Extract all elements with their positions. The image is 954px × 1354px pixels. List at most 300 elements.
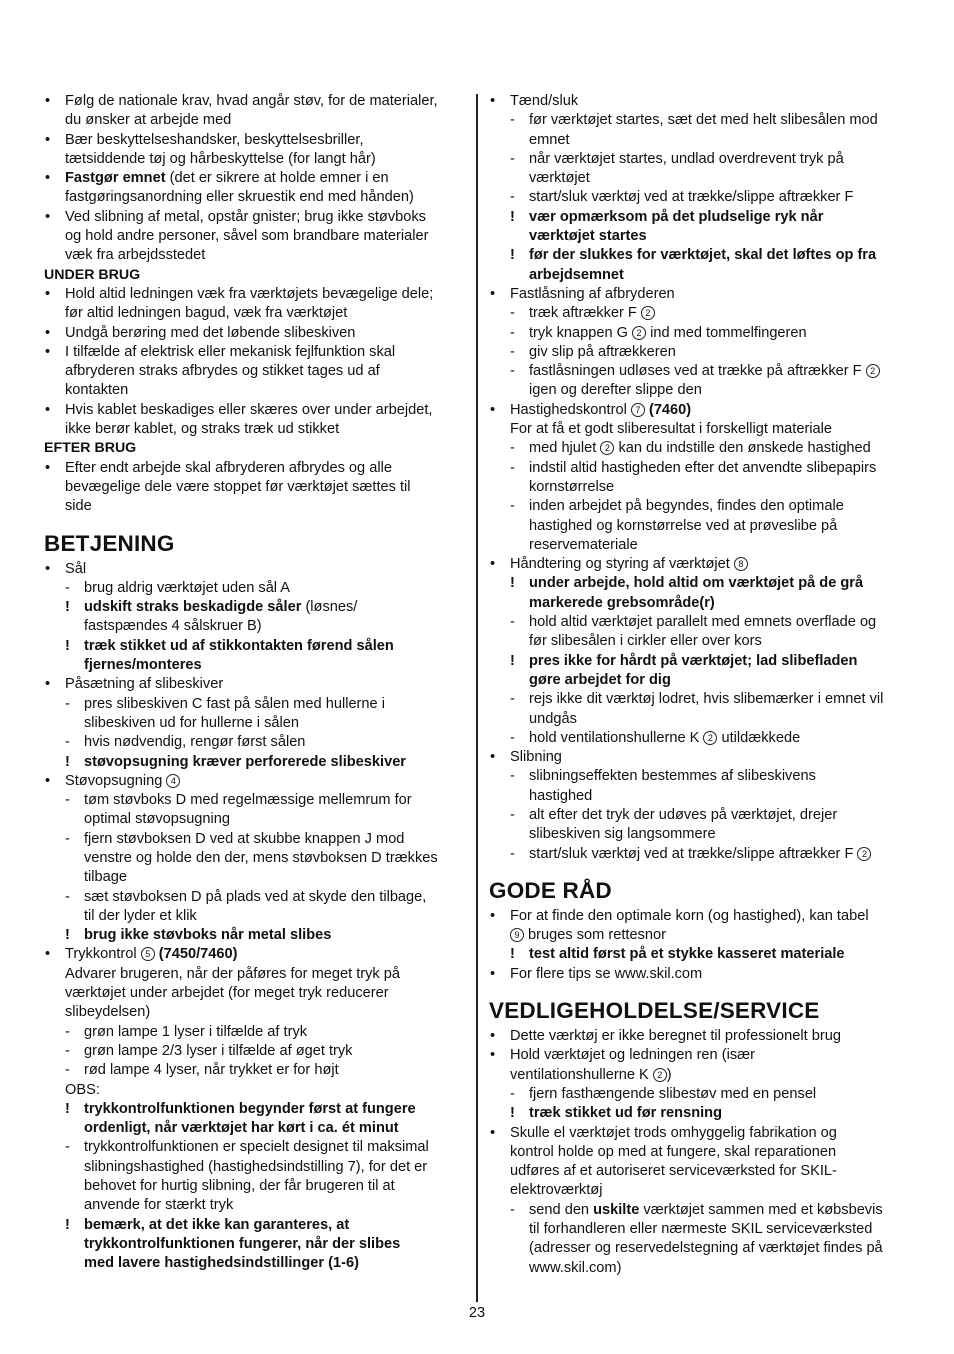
bullet-item [489, 285, 913, 304]
continuation-line [44, 150, 466, 169]
continuation-line [489, 420, 913, 439]
item-text: trykkontrolfunktionen er specielt designet til maksimal [84, 1139, 429, 1156]
item-text: I tilfælde af elektrisk eller mekanisk fejlfunktion skal [65, 343, 396, 360]
bullet-item [489, 965, 913, 984]
continuation-line [489, 926, 913, 945]
item-text: fjern fasthængende slibestøv med en pensel [529, 1085, 817, 1102]
item-text: før der slukkes for værktøjet, skal det løftes op fra [529, 247, 877, 264]
bullet-item [44, 560, 466, 579]
continuation-line [489, 536, 913, 555]
sub-item [489, 246, 913, 265]
continuation-line [489, 1066, 913, 1085]
bullet-marker: • [490, 1028, 496, 1045]
continuation-line [44, 227, 466, 246]
sub-item [489, 613, 913, 632]
dash-marker: - [65, 1062, 70, 1079]
item-text: www.skil.com) [529, 1259, 622, 1276]
bullet-marker: • [45, 560, 51, 577]
item-text: start/sluk værktøj ved at trække/slippe aftrækker F [529, 845, 854, 862]
bullet-marker: • [45, 343, 51, 360]
sub-item [489, 845, 913, 864]
dash-marker: - [510, 440, 515, 457]
item-text: Efter endt arbejde skal afbryderen afbrydes og alle [65, 459, 392, 476]
continuation-line [489, 1143, 913, 1162]
item-text: bruges som rettesnor [524, 927, 666, 944]
item-text: bemærk, at det ikke kan garanteres, at [84, 1216, 350, 1233]
item-text: fjernes/monteres [84, 657, 202, 674]
dash-marker: - [510, 324, 515, 341]
item-text: værktøjet startes [529, 228, 647, 245]
item-text: ventilationshullerne K [510, 1066, 649, 1083]
sub-item [44, 733, 466, 752]
item-text: før slibesålen i cirkler eller over kors [529, 633, 762, 650]
dash-marker: - [510, 363, 515, 380]
item-text: start/sluk værktøj ved at trække/slippe aftrækker F [529, 189, 854, 206]
item-text: grøn lampe 1 lyser i tilfælde af tryk [84, 1023, 308, 1040]
item-text: undgås [529, 710, 577, 727]
continuation-line [489, 1220, 913, 1239]
dash-marker: - [510, 768, 515, 785]
item-text: For at få et godt sliberesultat i forskelligt materiale [510, 421, 833, 438]
sub-item [489, 439, 913, 458]
item-text: slibningshastighed (hastighedsindstilling 7), for det er [84, 1158, 428, 1175]
warning-marker: ! [510, 208, 515, 225]
sub-item [489, 324, 913, 343]
item-text: slibeskiven sig langsommere [529, 826, 716, 843]
item-text: ikke berør kablet, og straks træk ud stikket [65, 421, 340, 438]
item-text: alt efter det tryk der udøves på værktøjet, drejer [529, 806, 838, 823]
item-text: med lavere hastighedsindstillinger (1-6) [84, 1255, 359, 1272]
continuation-line [489, 1239, 913, 1258]
item-text: ordenligt, når værktøjet har kørt i ca. ét minut [84, 1120, 399, 1137]
item-text: Trykkontrol [65, 946, 137, 963]
bullet-item [44, 285, 466, 304]
figure-ref-icon: 9 [510, 928, 524, 942]
continuation-line [44, 1119, 466, 1138]
spacer [489, 864, 913, 878]
dash-marker: - [510, 112, 515, 129]
item-text: hastighed [529, 787, 593, 804]
sub-item [489, 729, 913, 748]
item-text: anvende for stærkt tryk [84, 1197, 234, 1214]
item-text: før værktøjet startes, sæt det med helt slibesålen mod [529, 112, 878, 129]
bullet-item [489, 1124, 913, 1143]
sub-item [489, 497, 913, 516]
continuation-line [489, 787, 913, 806]
dash-marker: - [65, 579, 70, 596]
bullet-marker: • [490, 401, 496, 418]
continuation-line [44, 868, 466, 887]
sub-item [489, 945, 913, 964]
item-text: Slibning [510, 749, 562, 766]
sub-item [489, 362, 913, 381]
dash-marker: - [510, 305, 515, 322]
item-text: Fastlåsning af afbryderen [510, 285, 675, 302]
bullet-item [44, 401, 466, 420]
item-text: hold ventilationshullerne K [529, 729, 700, 746]
bullet-item [489, 1027, 913, 1046]
right-column [489, 92, 913, 1278]
item-text: reservemateriale [529, 536, 638, 553]
item-text: under arbejde, hold altid om værktøjet på de grå [529, 575, 864, 592]
sub-item [489, 343, 913, 362]
continuation-line [44, 714, 466, 733]
dash-marker: - [65, 1042, 70, 1059]
figure-ref-icon: 2 [703, 731, 717, 745]
item-text: pres ikke for hårdt på værktøjet; lad slibefladen [529, 652, 858, 669]
continuation-line [44, 497, 466, 516]
bold-text: udskift straks beskadigde såler [84, 599, 302, 616]
item-text: væk fra arbejdsstedet [65, 247, 206, 264]
item-text: For flere tips se www.skil.com [510, 965, 703, 982]
sub-item [489, 767, 913, 786]
item-text: Hvis kablet beskadiges eller skæres over under arbejdet, [65, 401, 433, 418]
item-text: Hold værktøjet og ledningen ren (især [510, 1047, 755, 1064]
item-text: du ønsker at arbejde med [65, 112, 232, 129]
bullet-marker: • [45, 772, 51, 789]
item-text: til forhandleren eller nærmeste SKIL serviceværksted [529, 1221, 873, 1238]
item-text: med hjulet [529, 440, 597, 457]
dash-marker: - [510, 806, 515, 823]
item-text: kornstørrelse [529, 478, 615, 495]
item-text: træk stikket ud af stikkontakten førend sålen [84, 637, 394, 654]
item-text: slibeskiven ud for hullerne i sålen [84, 714, 299, 731]
sub-item [489, 1104, 913, 1123]
item-text: og hold andre personer, såvel som brandbare materialer [65, 228, 429, 245]
sub-item [489, 690, 913, 709]
item-text: afbryderen straks afbrydes og stikket tages ud af [65, 363, 380, 380]
dash-marker: - [510, 1201, 515, 1218]
warning-marker: ! [510, 247, 515, 264]
warning-marker: ! [65, 1100, 70, 1117]
item-text: OBS: [65, 1081, 100, 1098]
sub-item [489, 459, 913, 478]
page-number: 23 [468, 1305, 486, 1321]
continuation-line [44, 304, 466, 323]
figure-ref-icon: 2 [632, 326, 646, 340]
continuation-line [489, 266, 913, 285]
item-text: før altid ledningen bagud, væk fra værktøjet [65, 305, 348, 322]
item-text: igen og derefter slippe den [529, 382, 702, 399]
continuation-line [489, 1181, 913, 1200]
continuation-line [489, 478, 913, 497]
item-text: Støvopsugning [65, 772, 163, 789]
bullet-marker: • [45, 208, 51, 225]
item-text: behovet for hurtig slibning, der får brugeren til at [84, 1178, 395, 1195]
bullet-item [44, 208, 466, 227]
bullet-item [44, 343, 466, 362]
continuation-line [44, 420, 466, 439]
item-text: (adresser og reservedelstegning af værktøjet findes på [529, 1240, 883, 1257]
continuation-line [489, 169, 913, 188]
warning-marker: ! [65, 637, 70, 654]
item-text: bevægelige dele være stoppet før værktøjet sættes til [65, 478, 411, 495]
warning-marker: ! [65, 753, 70, 770]
item-text: værktøjet [529, 170, 590, 187]
item-text: grøn lampe 2/3 lyser i tilfælde af øget tryk [84, 1042, 353, 1059]
item-text: tilbage [84, 869, 128, 886]
item-text-tail: ind med tommelfingeren [646, 324, 807, 341]
item-text-tail: utildækkede [717, 729, 801, 746]
bullet-item [489, 748, 913, 767]
continuation-line [489, 381, 913, 400]
item-text: slibningseffekten bestemmes af slibeskivens [529, 768, 816, 785]
bullet-marker: • [490, 749, 496, 766]
continuation-line [44, 907, 466, 926]
item-text: udføres af et autoriseret serviceværksted for SKIL- [510, 1163, 837, 1180]
item-text: tøm støvboks D med regelmæssige mellemrum for [84, 792, 412, 809]
item-text: fastspændes 4 sålskruer B) [84, 618, 262, 635]
continuation-line [44, 810, 466, 829]
continuation-line [44, 965, 466, 984]
item-text: Hold altid ledningen væk fra værktøjets bevægelige dele; [65, 285, 434, 302]
continuation-line [489, 825, 913, 844]
bullet-marker: • [45, 459, 51, 476]
figure-ref-icon: 5 [141, 947, 155, 961]
item-text: støvopsugning kræver perforerede slibeskiver [84, 753, 406, 770]
continuation-line [489, 632, 913, 651]
subheading: UNDER BRUG [44, 266, 141, 283]
dash-marker: - [510, 498, 515, 515]
item-text: Påsætning af slibeskiver [65, 676, 224, 693]
item-text: gøre arbejdet for dig [529, 671, 671, 688]
warning-marker: ! [510, 1105, 515, 1122]
section-heading: VEDLIGEHOLDELSE/SERVICE [489, 998, 820, 1024]
bullet-marker: • [45, 93, 51, 109]
dash-marker: - [510, 343, 515, 360]
bullet-item [489, 907, 913, 926]
item-text: slibeydelsen) [65, 1004, 151, 1021]
bullet-item [489, 1046, 913, 1065]
item-text: træk aftrækker F [529, 305, 637, 322]
item-text-tail: kan du indstille den ønskede hastighed [614, 440, 871, 457]
warning-marker: ! [65, 927, 70, 944]
item-text: tryk knappen G [529, 324, 628, 341]
bullet-item [44, 459, 466, 478]
item-text: hold altid værktøjet parallelt med emnets overflade og [529, 614, 877, 631]
continuation-line [44, 1196, 466, 1215]
bold-text: Fastgør emnet [65, 170, 166, 187]
spacer [489, 984, 913, 998]
bullet-item [44, 324, 466, 343]
item-text: fastgøringsanordning eller skruestik end med hånden) [65, 189, 414, 206]
bullet-marker: • [45, 401, 51, 418]
item-text: giv slip på aftrækkeren [529, 343, 676, 360]
figure-ref-icon: 2 [857, 847, 871, 861]
bullet-marker: • [45, 946, 51, 963]
bullet-marker: • [45, 285, 51, 302]
bullet-item [44, 945, 466, 964]
item-text: side [65, 498, 92, 515]
continuation-line [44, 1254, 466, 1273]
item-text: Håndtering og styring af værktøjet [510, 556, 730, 573]
bullet-item [489, 555, 913, 574]
dash-marker: - [510, 1085, 515, 1102]
bold-text: uskilte [593, 1201, 640, 1218]
sub-item [489, 1201, 913, 1220]
dash-marker: - [510, 691, 515, 708]
dash-marker: - [510, 845, 515, 862]
sub-item [489, 208, 913, 227]
continuation-line [489, 1162, 913, 1181]
bullet-marker: • [45, 324, 51, 341]
sub-item [489, 188, 913, 207]
item-text: send den [529, 1201, 594, 1218]
dash-marker: - [510, 150, 515, 167]
sub-item [489, 304, 913, 323]
dash-marker: - [510, 189, 515, 206]
dash-marker: - [65, 695, 70, 712]
continuation-line [44, 478, 466, 497]
sub-item [489, 150, 913, 169]
item-text: optimal støvopsugning [84, 811, 231, 828]
bullet-marker: • [490, 1047, 496, 1064]
item-text: markerede grebsområde(r) [529, 594, 715, 611]
item-text: til der lyder et klik [84, 907, 197, 924]
dash-marker: - [510, 614, 515, 631]
section-heading: BETJENING [44, 530, 175, 556]
item-text: arbejdsemnet [529, 266, 624, 283]
item-text: brug ikke støvboks når metal slibes [84, 927, 332, 944]
item-text: Advarer brugeren, når der påføres for meget tryk på [65, 965, 401, 982]
item-text: (løsnes/ [301, 599, 358, 616]
warning-marker: ! [510, 946, 515, 963]
item-text: sæt støvboksen D på plads ved at skyde den tilbage, [84, 888, 427, 905]
item-text: hvis nødvendig, rengør først sålen [84, 734, 306, 751]
item-text: rejs ikke dit værktøj lodret, hvis slibemærker i emnet vil [529, 691, 884, 708]
sub-item [44, 1100, 466, 1119]
continuation-line [44, 1081, 466, 1100]
sub-item [44, 1042, 466, 1061]
bullet-item [44, 92, 466, 111]
item-text: træk stikket ud før rensning [529, 1105, 722, 1122]
sub-item [489, 574, 913, 593]
model-number: (7460) [648, 401, 692, 418]
item-text: pres slibeskiven C fast på sålen med hullerne i [84, 695, 385, 712]
figure-ref-icon: 4 [166, 774, 180, 788]
item-text: elektroværktøj [510, 1182, 603, 1199]
item-text: Bær beskyttelseshandsker, beskyttelsesbriller, [65, 131, 364, 148]
bullet-marker: • [45, 676, 51, 693]
figure-ref-icon: 2 [641, 306, 655, 320]
item-text: (det er sikrere at holde emner i en [165, 170, 389, 187]
item-text: Sål [65, 560, 87, 577]
sub-item [44, 753, 466, 772]
item-text: For at finde den optimale korn (og hastighed), kan tabel [510, 907, 869, 924]
bullet-marker: • [45, 131, 51, 148]
item-text: Ved slibning af metal, opstår gnister; brug ikke støvboks [65, 208, 426, 225]
dash-marker: - [65, 830, 70, 847]
left-column [44, 92, 466, 1274]
figure-ref-icon: 2 [866, 364, 880, 378]
continuation-line [44, 381, 466, 400]
continuation-line [44, 656, 466, 675]
item-text: kontakten [65, 382, 129, 399]
sub-item [489, 652, 913, 671]
item-text: kontrol holde op med at fungere, skal reparationen [510, 1143, 837, 1160]
continuation-line [44, 617, 466, 636]
bullet-item [489, 401, 913, 420]
sub-item [489, 806, 913, 825]
continuation-line [489, 594, 913, 613]
sub-item [44, 1023, 466, 1042]
dash-marker: - [65, 888, 70, 905]
item-text: fastlåsningen udløses ved at trække på aftrækker F [529, 363, 862, 380]
item-text: inden arbejdet på begyndes, findes den optimale [529, 498, 844, 515]
item-text: Følg de nationale krav, hvad angår støv, for de materialer, [65, 93, 438, 109]
continuation-line [44, 1003, 466, 1022]
item-text-tail: ) [666, 1066, 672, 1083]
bullet-item [44, 772, 466, 791]
bullet-marker: • [490, 93, 496, 109]
figure-ref-icon: 8 [734, 557, 748, 571]
item-text: når værktøjet startes, undlad overdrevent tryk på [529, 150, 844, 167]
item-text: tætsiddende tøj og hårbeskyttelse (for langt hår) [65, 150, 376, 167]
bullet-marker: • [490, 285, 496, 302]
continuation-line [44, 1158, 466, 1177]
continuation-line [44, 246, 466, 265]
bullet-marker: • [490, 907, 496, 924]
sub-item [44, 695, 466, 714]
item-text: Skulle el værktøjet trods omhyggelig fabrikation og [510, 1124, 837, 1141]
item-text: Undgå berøring med det løbende slibeskiven [65, 324, 356, 341]
item-text: indstil altid hastigheden efter det anvendte slibepapirs [529, 459, 877, 476]
dash-marker: - [65, 1139, 70, 1156]
column-divider [476, 94, 478, 1302]
sub-item [44, 791, 466, 810]
continuation-line [489, 710, 913, 729]
bullet-marker: • [45, 170, 51, 187]
continuation-line [489, 517, 913, 536]
warning-marker: ! [510, 652, 515, 669]
sub-item [44, 888, 466, 907]
bullet-marker: • [490, 1124, 496, 1141]
dash-marker: - [510, 459, 515, 476]
continuation-line [489, 1259, 913, 1278]
sub-item [44, 637, 466, 656]
item-text: venstre og holde den der, mens støvboksen D trækkes [84, 849, 438, 866]
bullet-marker: • [490, 965, 496, 982]
sub-item [44, 598, 466, 617]
dash-marker: - [65, 1023, 70, 1040]
continuation-line [44, 111, 466, 130]
sub-item [44, 926, 466, 945]
item-text: test altid først på et stykke kasseret materiale [529, 946, 845, 963]
item-text: Dette værktøj er ikke beregnet til professionelt brug [510, 1028, 841, 1045]
continuation-line [44, 1235, 466, 1254]
item-text: trykkontrolfunktionen fungerer, når der slibes [84, 1235, 401, 1252]
item-text: brug aldrig værktøjet uden sål A [84, 579, 291, 596]
item-text: trykkontrolfunktionen begynder først at fungere [84, 1100, 416, 1117]
continuation-line [44, 984, 466, 1003]
continuation-line [44, 188, 466, 207]
continuation-line [489, 131, 913, 150]
warning-marker: ! [65, 1216, 70, 1233]
subheading: EFTER BRUG [44, 440, 137, 457]
bullet-item [44, 131, 466, 150]
item-text: Tænd/sluk [510, 93, 579, 109]
item-text: hastighed og kornstørrelse ved at prøveslibe på [529, 517, 838, 534]
model-number: (7450/7460) [158, 946, 238, 963]
item-text: fjern støvboksen D ved at skubbe knappen J mod [84, 830, 405, 847]
sub-item [489, 1085, 913, 1104]
sub-item [44, 830, 466, 849]
section-heading: GODE RÅD [489, 877, 612, 903]
figure-ref-icon: 7 [631, 403, 645, 417]
item-text-tail: værktøjet sammen med et købsbevis [639, 1201, 883, 1218]
item-text: vær opmærksom på det pludselige ryk når [529, 208, 824, 225]
continuation-line [489, 227, 913, 246]
